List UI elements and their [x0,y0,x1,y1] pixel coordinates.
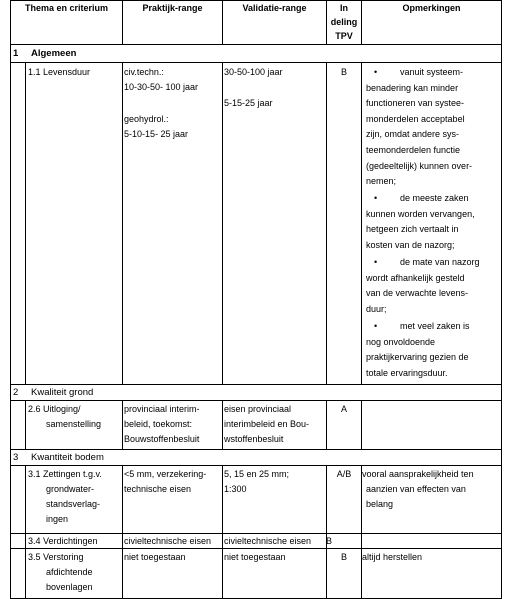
col-divider-1-r26 [122,400,123,450]
header-col-indeling-3: TPV [335,31,353,41]
section-2-title: Kwaliteit grond [31,387,94,398]
row-2-6-validatie-2: interimbeleid en Bou- [224,419,310,429]
row-3-1-remark-1: vooral aansprakelijkheid ten [362,469,474,479]
table-border-right [501,0,502,599]
table-border-left [10,0,11,599]
row-1-1-validatie-1: 30-50-100 jaar [224,67,283,77]
row-3-5-label-3: bovenlagen [46,582,93,592]
row-2-6-indeling: A [340,404,347,414]
row-3-5-label-2: afdichtende [46,567,93,577]
row-2-6-validatie-1: eisen provinciaal [224,404,292,414]
row-2-6-validatie-3: wstoffenbesluit [224,434,284,444]
header-col-opmerkingen: Opmerkingen [402,3,461,13]
section-1-number: 1 [13,48,19,59]
row-3-1-remark-2: aanzien van effecten van [366,484,466,494]
row-1-1-validatie-2: 5-15-25 jaar [224,98,273,108]
row-2-6-number: 2.6 [28,404,41,414]
indent-divider-r26 [25,400,26,450]
header-col-validatie: Validatie-range [242,3,307,13]
row-3-5-validatie: niet toegestaan [224,552,286,562]
row-1-1-praktijk-4: 5-10-15- 25 jaar [124,129,189,139]
col-divider-4-s3 [361,465,362,599]
bullet-icon: • [374,67,378,77]
row-1-1-praktijk-2: 10-30-50- 100 jaar [124,82,199,92]
row-3-1-number: 3.1 [28,469,41,479]
row-3-1-indeling: A/B [336,469,352,479]
row-1-1-label: Levensduur [43,67,91,77]
row-3-1-remark-3: belang [366,499,394,509]
section-3-number: 3 [13,452,19,463]
row-1-1-remark-1: • vanuit systeem- benadering kan minder functioneren van systee- monderdelen acceptabel zijn, omdat andere sys- teemonderdelen functie (gedeeltelijk) kunnen over- nemen; [366,67,473,187]
rule-s1 [10,62,502,63]
row-1-1-number: 1.1 [28,67,41,77]
col-divider-3-s3 [326,465,327,599]
row-3-4-label: Verdichtingen [43,536,98,546]
section-1-title: Algemeen [31,48,77,59]
row-2-6-label-2: samenstelling [46,419,102,429]
col-divider-1-s3 [122,465,123,599]
bullet-icon: • [374,193,378,203]
row-3-1-validatie-2: 1:300 [224,484,247,494]
row-3-4-indeling: B [326,536,333,546]
row-1-1-praktijk-3: geohydrol.: [124,114,169,124]
rule-s2 [10,400,502,401]
row-2-6-praktijk-3: Bouwstoffenbesluit [124,434,200,444]
row-3-4-number: 3.4 [28,536,41,546]
bullet-icon: • [374,321,378,331]
bullet-icon: • [374,257,378,267]
row-1-1-praktijk-1: civ.techn.: [124,67,164,77]
row-3-1-label-1: Zettingen t.g.v. [43,469,102,479]
header-col-thema: Thema en criterium [24,3,109,13]
col-divider-4-r26 [361,400,362,450]
section-2-number: 2 [13,387,19,398]
col-divider-1-r11 [122,62,123,385]
row-3-5-label-1: Verstoring [43,552,84,562]
col-divider-4-r11 [361,62,362,385]
header-col-indeling-1: In [340,3,348,13]
header-col-indeling-2: deling [330,17,358,27]
col-divider-2-r11 [222,62,223,385]
col-divider-2-s3 [222,465,223,599]
row-3-1-praktijk-1: <5 mm, verzekering- [124,469,207,479]
row-3-4-praktijk: civieltechnische eisen [124,536,212,546]
row-3-5-praktijk: niet toegestaan [124,552,186,562]
row-1-1-remark-4: • met veel zaken is nog onvoldoende praktijkervaring gezien de totale ervaringsduur. [366,321,470,378]
row-3-1-label-2: grondwater- [46,484,95,494]
indent-divider-s3 [25,465,26,599]
header-col-praktijk: Praktijk-range [142,3,203,13]
section-3-title: Kwantiteit bodem [31,452,104,463]
col-divider-3-r11 [326,62,327,385]
row-1-1-remark-3: • de mate van nazorg wordt afhankelijk gesteld van de verwachte levens- duur; [366,257,480,314]
row-3-5-remark: altijd herstellen [362,552,423,562]
row-2-6-praktijk-1: provinciaal interim- [124,404,200,414]
col-divider-2-r26 [222,400,223,450]
row-3-1-praktijk-2: technische eisen [124,484,192,494]
row-1-1-remark-2: • de meeste zaken kunnen worden vervangen, hetgeen zich vertaalt in kosten van de nazorg; [366,193,475,250]
row-3-1-validatie-1: 5, 15 en 25 mm; [224,469,290,479]
row-3-5-number: 3.5 [28,552,41,562]
rule-s3 [10,465,502,466]
row-3-4-validatie: civieltechnische eisen [224,536,312,546]
row-2-6-label-1: Uitloging/ [43,404,81,414]
row-3-1-label-4: ingen [46,514,69,524]
row-3-1-label-3: standsverlag- [46,499,101,509]
indent-divider-r11 [25,62,26,385]
row-1-1-indeling: B [340,67,347,77]
row-2-6-praktijk-2: beleid, toekomst: [124,419,193,429]
header-rule [10,44,502,45]
row-3-5-indeling: B [340,552,347,562]
